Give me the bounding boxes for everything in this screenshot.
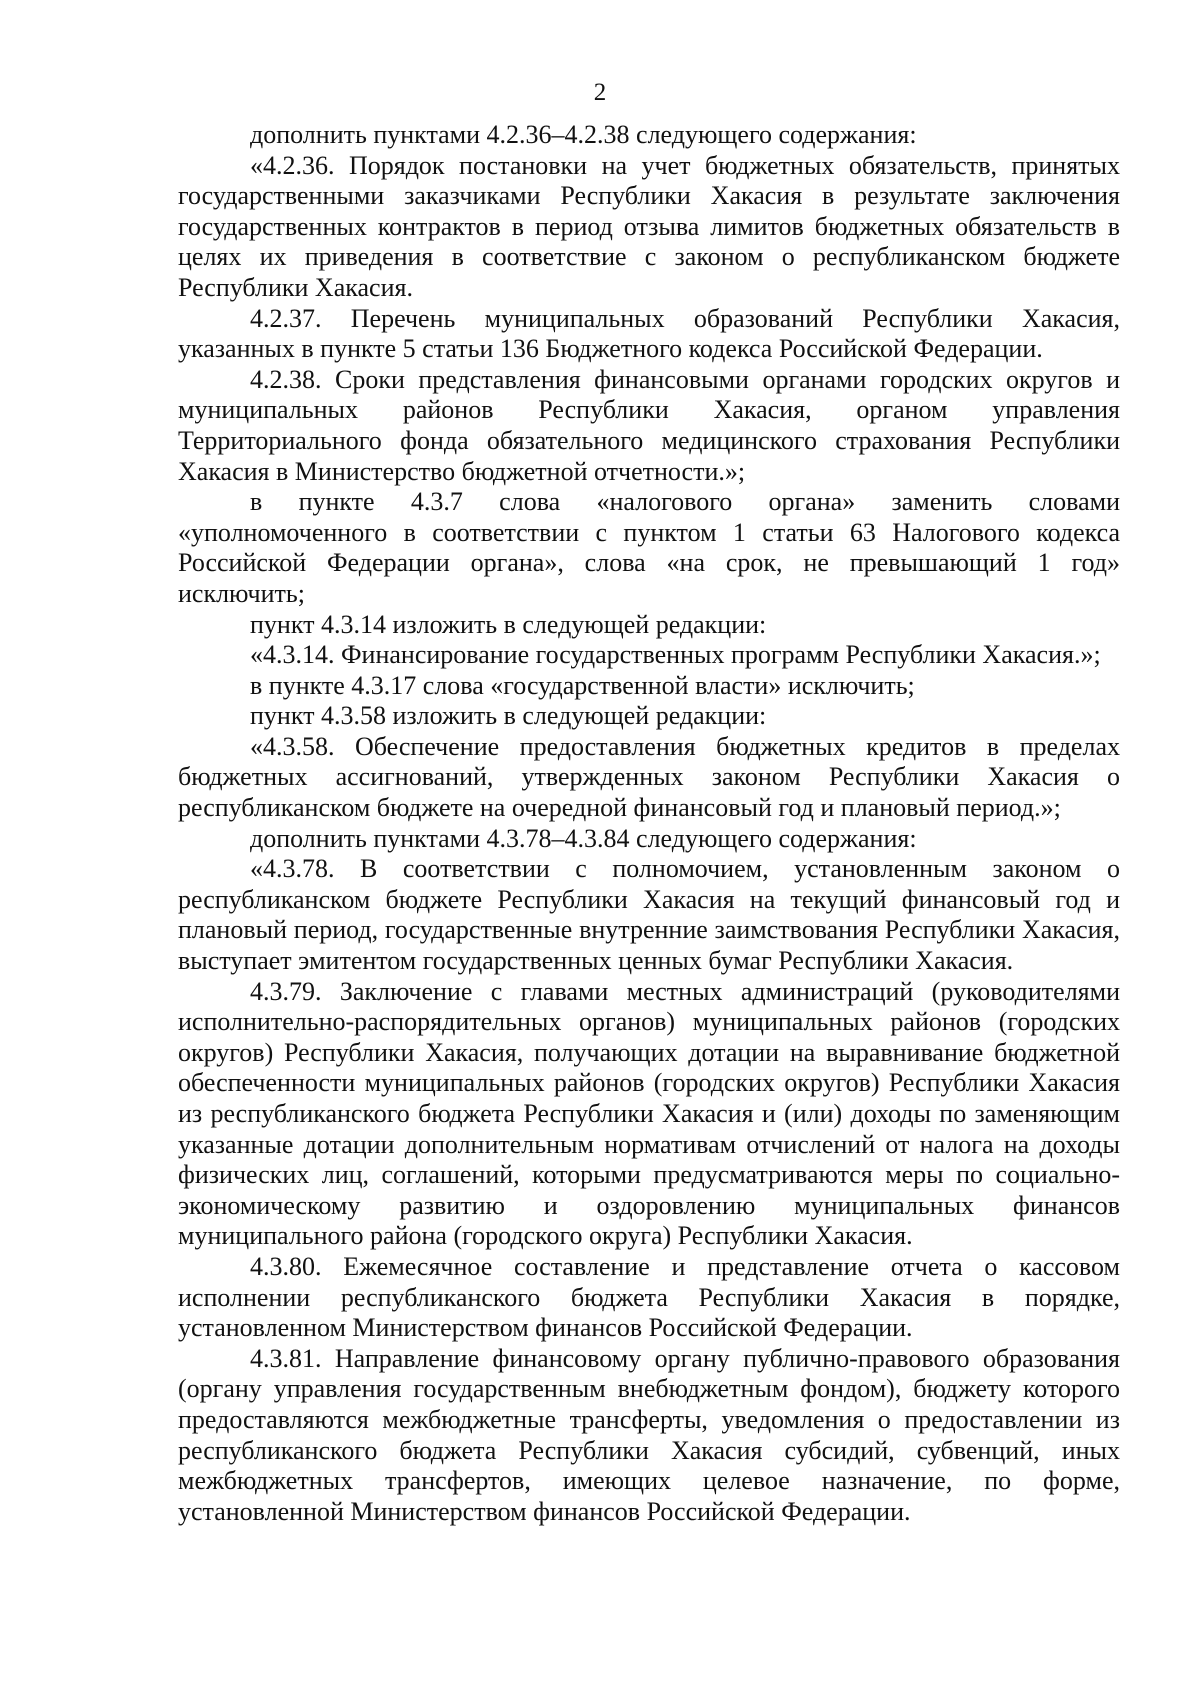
paragraph: в пункте 4.3.17 слова «государственной власти» исключить; bbox=[250, 670, 915, 700]
paragraph: дополнить пунктами 4.2.36–4.2.38 следующего содержания: bbox=[250, 120, 917, 149]
paragraph: 4.3.80. Ежемесячное составление и представление отчета о кассовом исполнении республиканского бюджета Республики Хакасия в порядке, установленном Министерством финансов Российской Федерации. bbox=[178, 1251, 1120, 1343]
paragraph: в пункте 4.3.7 слова «налогового органа» заменить словами «уполномоченного в соответствии с пунктом 1 статьи 63 Налогового кодекса Российской Федерации органа», слова «на срок, не превышающий 1 год» исключить; bbox=[178, 487, 1120, 608]
paragraph: «4.3.58. Обеспечение предоставления бюджетных кредитов в пределах бюджетных ассигнований, утвержденных законом Республики Хакасия о республиканском бюджете на очередной финансовый год и плановый период.»; bbox=[178, 731, 1120, 823]
paragraph: «4.2.36. Порядок постановки на учет бюджетных обязательств, принятых государственными заказчиками Республики Хакасия в результате заключения государственных контрактов в период отзыва лимитов бюджетных обязательств в целях их приведения в соответствие с законом о республиканском бюджете Республики Хакасия. bbox=[178, 150, 1120, 302]
paragraph: 4.3.81. Направление финансовому органу публично-правового образования (органу управления государственным внебюджетным фондом), бюджету которого предоставляются межбюджетные трансферты, уведомления о предоставлении из республиканского бюджета Республики Хакасия субсидий, субвенций, иных межбюджетных трансфертов, имеющих целевое назначение, по форме, установленной Министерством финансов Российской Федерации. bbox=[178, 1343, 1120, 1526]
page-number: 2 bbox=[593, 79, 607, 106]
paragraph: 4.2.38. Сроки представления финансовыми органами городских округов и муниципальных районов Республики Хакасия, органом управления Территориального фонда обязательного медицинского страхования Республики Хакасия в Министерство бюджетной отчетности.»; bbox=[178, 364, 1120, 486]
document-body bbox=[178, 120, 1120, 1527]
paragraph: 4.3.79. Заключение с главами местных администраций (руководителями исполнительно-распорядительных органов) муниципальных районов (городских округов) Республики Хакасия, получающих дотации на выравнивание бюджетной обеспеченности муниципальных районов (городских округов) Республики Хакасия из республиканского бюджета Республики Хакасия и (или) доходы по заменяющим указанные дотации дополнительным нормативам отчислений от налога на доходы физических лиц, соглашений, которыми предусматриваются меры по социально-экономическому развитию и оздоровлению муниципальных финансов муниципального района (городского округа) Республики Хакасия. bbox=[178, 976, 1120, 1251]
paragraph: 4.2.37. Перечень муниципальных образований Республики Хакасия, указанных в пункте 5 статьи 136 Бюджетного кодекса Российской Федерации. bbox=[178, 303, 1120, 364]
paragraph: «4.3.78. В соответствии с полномочием, установленным законом о республиканском бюджете Республики Хакасия на текущий финансовый год и плановый период, государственные внутренние заимствования Республики Хакасия, выступает эмитентом государственных ценных бумаг Республики Хакасия. bbox=[178, 854, 1120, 976]
paragraph: «4.3.14. Финансирование государственных программ Республики Хакасия.»; bbox=[250, 640, 1101, 670]
paragraph: дополнить пунктами 4.3.78–4.3.84 следующего содержания: bbox=[250, 823, 917, 853]
paragraph: пункт 4.3.14 изложить в следующей редакции: bbox=[250, 609, 767, 639]
paragraph: пункт 4.3.58 изложить в следующей редакции: bbox=[250, 701, 767, 731]
